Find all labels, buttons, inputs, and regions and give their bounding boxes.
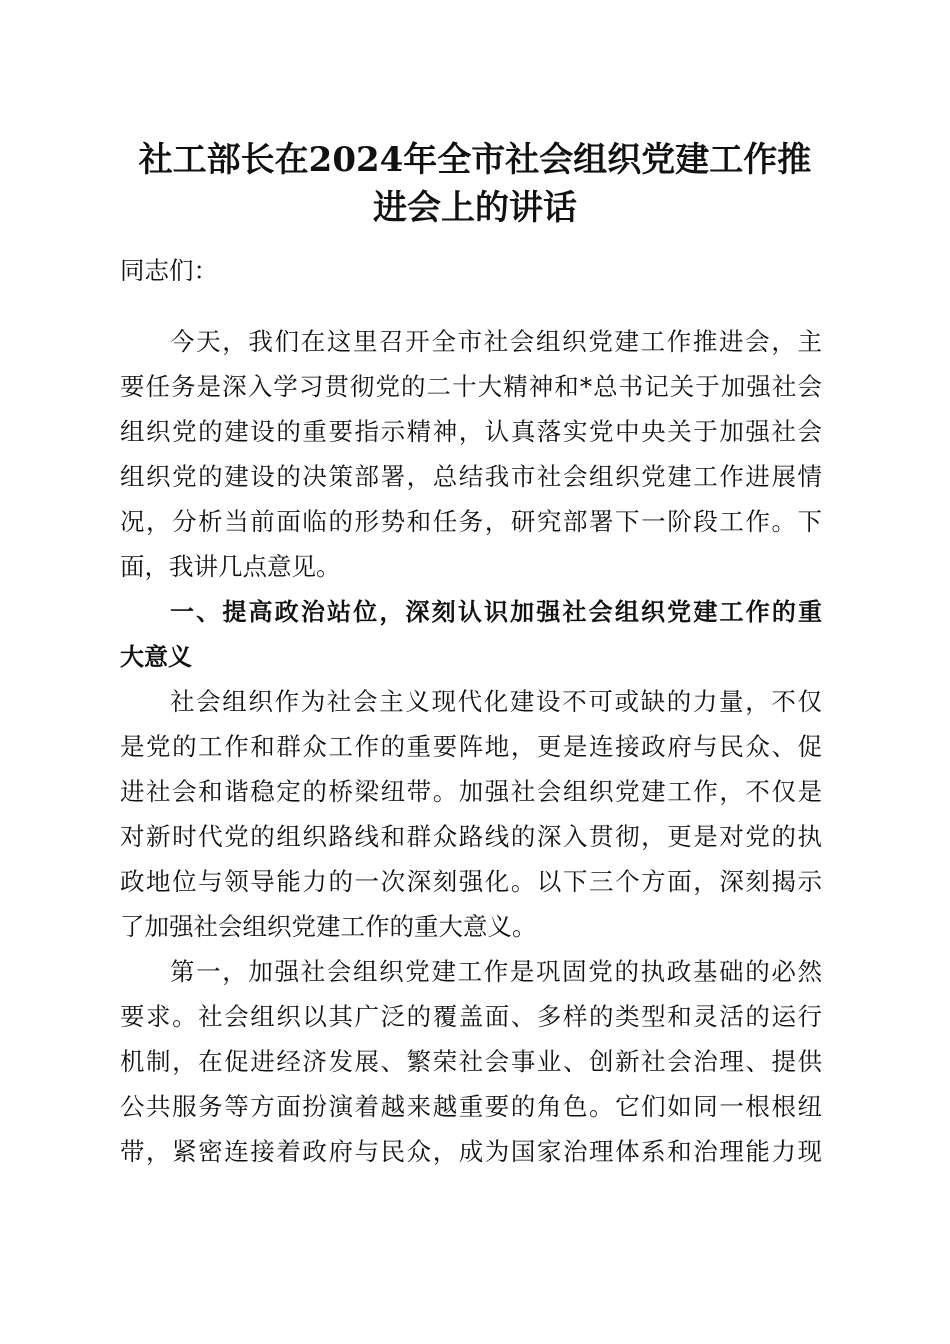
- paragraph-line: 是党的工作和群众工作的重要阵地，更是连接政府与民众、促: [120, 732, 822, 761]
- paragraph-line: 组织党的建设的重要指示精神，认真落实党中央关于加强社会: [120, 417, 822, 446]
- paragraph-line: 要求。社会组织以其广泛的覆盖面、多样的类型和灵活的运行: [120, 1002, 822, 1031]
- paragraph-line: 况，分析当前面临的形势和任务，研究部署下一阶段工作。下: [120, 507, 822, 536]
- paragraph-line: 第一，加强社会组织党建工作是巩固党的执政基础的必然: [170, 957, 822, 986]
- salutation: 同志们：: [120, 256, 218, 285]
- paragraph-line: 要任务是深入学习贯彻党的二十大精神和*总书记关于加强社会: [120, 372, 822, 401]
- paragraph-line: 带，紧密连接着政府与民众，成为国家治理体系和治理能力现: [120, 1137, 822, 1166]
- section-heading: 大意义: [120, 643, 192, 671]
- document-title-line-1: 社工部长在2024年全市社会组织党建工作推: [138, 140, 812, 180]
- paragraph-line: 社会组织作为社会主义现代化建设不可或缺的力量，不仅: [170, 687, 822, 716]
- paragraph-line: 今天，我们在这里召开全市社会组织党建工作推进会，主: [170, 327, 822, 356]
- paragraph-line: 进社会和谐稳定的桥梁纽带。加强社会组织党建工作，不仅是: [120, 777, 822, 806]
- paragraph-line: 组织党的建设的决策部署，总结我市社会组织党建工作进展情: [120, 462, 822, 491]
- section-heading: 一、提高政治站位，深刻认识加强社会组织党建工作的重: [170, 598, 822, 626]
- paragraph-line: 对新时代党的组织路线和群众路线的深入贯彻，更是对党的执: [120, 822, 822, 851]
- paragraph-line: 公共服务等方面扮演着越来越重要的角色。它们如同一根根纽: [120, 1092, 822, 1121]
- paragraph-line: 机制，在促进经济发展、繁荣社会事业、创新社会治理、提供: [120, 1047, 822, 1076]
- paragraph-line: 面，我讲几点意见。: [120, 552, 341, 581]
- paragraph-line: 了加强社会组织党建工作的重大意义。: [120, 912, 537, 941]
- document-title-line-2: 进会上的讲话: [373, 188, 577, 228]
- paragraph-line: 政地位与领导能力的一次深刻强化。以下三个方面，深刻揭示: [120, 867, 822, 896]
